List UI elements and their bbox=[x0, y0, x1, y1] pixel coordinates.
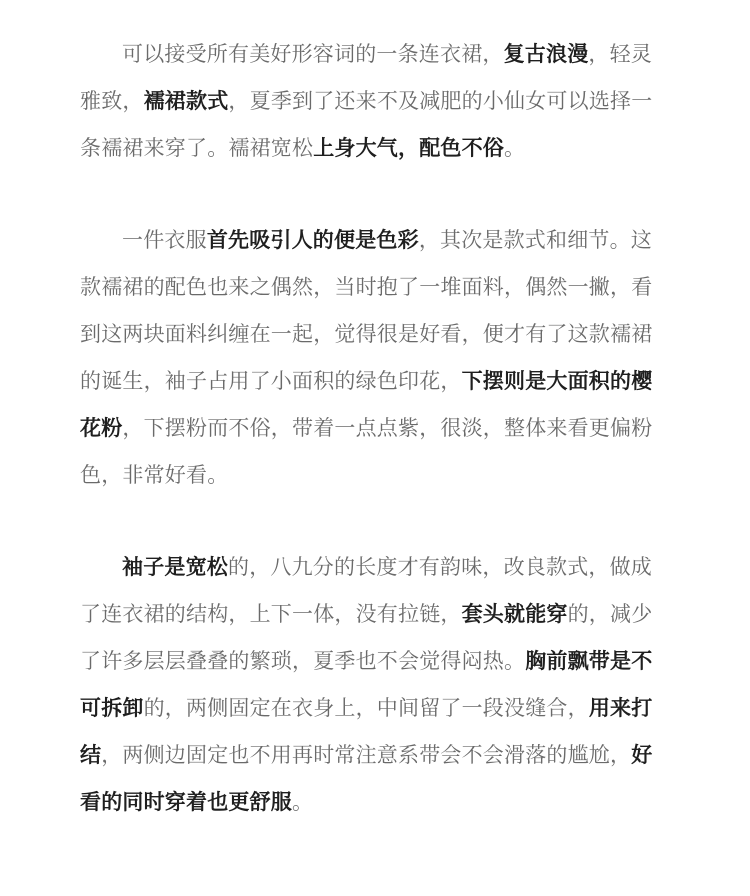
text-segment: 的，八九分的长度才有韵味，改良款式，做成了连衣裙的结构，上下一体，没有拉链， bbox=[80, 555, 652, 626]
highlight-segment: 用来打结 bbox=[80, 696, 653, 767]
highlight-segment: 复古浪漫 bbox=[503, 42, 589, 66]
paragraph-intro bbox=[80, 31, 660, 172]
highlight-segment: 胸前飘带是不可拆卸 bbox=[80, 649, 653, 720]
text-segment: ，两侧边固定也不用再时常注意系带会不会滑落的尴尬， bbox=[101, 743, 632, 767]
highlight-segment: 上身大气，配色不俗 bbox=[313, 136, 505, 160]
text-segment: 。 bbox=[504, 136, 526, 160]
highlight-segment: 首先吸引人的便是色彩 bbox=[206, 228, 419, 252]
text-segment: 的，两侧固定在衣身上，中间留了一段没缝合， bbox=[143, 696, 589, 720]
highlight-segment: 襦裙款式 bbox=[143, 89, 229, 113]
paragraph-sleeves bbox=[80, 544, 660, 826]
article-body bbox=[80, 31, 660, 826]
text-segment: 一件衣服 bbox=[122, 228, 207, 252]
highlight-segment: 好看的同时穿着也更舒服 bbox=[80, 743, 653, 814]
paragraph-color bbox=[80, 217, 660, 499]
text-segment: ，下摆粉而不俗，带着一点点紫，很淡，整体来看更偏粉色，非常好看。 bbox=[80, 416, 653, 487]
highlight-segment: 下摆则是大面积的樱花粉 bbox=[80, 369, 653, 440]
text-segment: ，轻灵雅致， bbox=[80, 42, 653, 113]
highlight-segment: 袖子是宽松 bbox=[122, 555, 228, 579]
text-segment: 。 bbox=[292, 790, 314, 814]
text-segment: ，其次是款式和细节。这款襦裙的配色也来之偶然，当时抱了一堆面料，偶然一撇，看到这两块面料纠缠在一起，觉得很是好看，便才有了这款襦裙的诞生，袖子占用了小面积的绿色印花， bbox=[80, 228, 653, 393]
text-segment: 的，减少了许多层层叠叠的繁琐，夏季也不会觉得闷热。 bbox=[80, 602, 653, 673]
text-segment: ，夏季到了还来不及减肥的小仙女可以选择一条襦裙来穿了。襦裙宽松 bbox=[80, 89, 653, 160]
text-segment: 可以接受所有美好形容词的一条连衣裙， bbox=[122, 42, 504, 66]
highlight-segment: 套头就能穿 bbox=[461, 602, 568, 626]
